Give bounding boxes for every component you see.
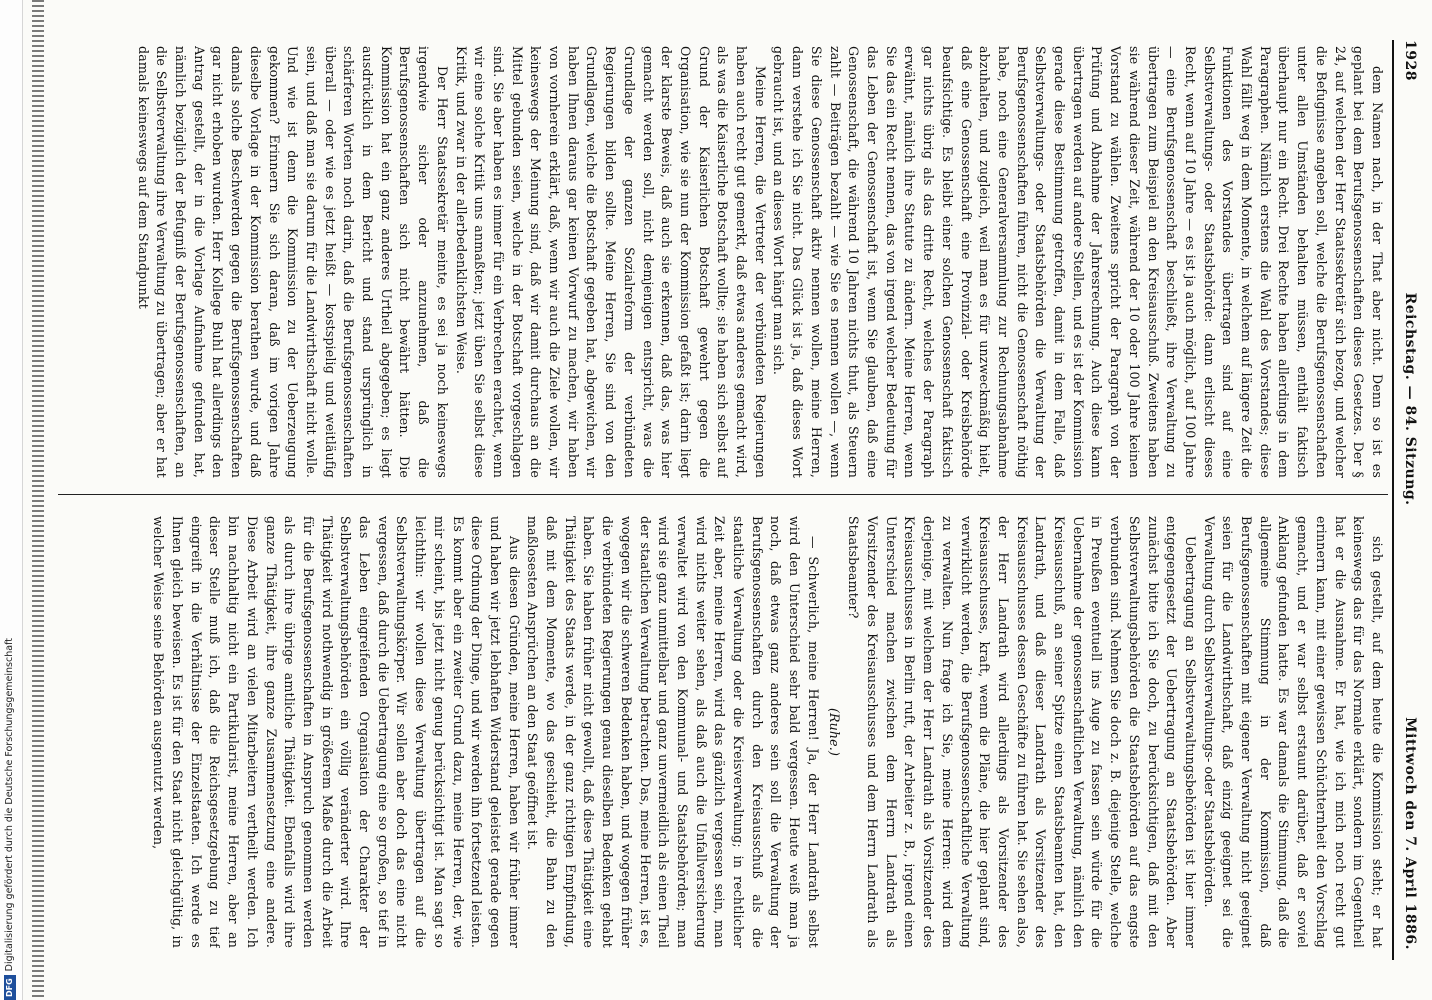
interjection: (Ruhe.) [826, 707, 842, 757]
scan-edge-noise [32, 0, 44, 1000]
right-column [66, 516, 1386, 948]
right-paragraph-3: — Schwerlich, meine Herren! Ja, der Herr Landrath selbst wird den Unterschied sehr bald vergessen. Heute weiß man ja noch, daß etwas ganz anderes sein soll die Verwaltung der Berufsgenossenschaften durch den Kreisausschuß als die staatliche Verwaltung oder die Kreisverwaltung; in rechtlicher Zeit aber, meine Herren, wird das gänzlich vergessen sein, man wird nichts weiter sehen, als daß auch die Unfallversicherung verwaltet wird von den Kommunal- und Staatsbehörden; man wird sie ganz unmittelbar und ganz unvermeidlich als einen Theil der staatlichen Verwaltung betrachten. Das, meine Herren, ist es, wogegen wir die schweren Bedenken haben, und wogegen früher die verbündeten Regierungen genau dieselben Bedenken gehabt haben. Sie haben früher nicht gewollt, daß diese Thätigkeit eine Thätigkeit des Staats werde, in der ganz richtigen Empfindung, daß mit dem Momente, wo das geschieht, die Bahn zu den maßlosesten Ansprüchen an den Staat geöffnet ist. [525, 516, 821, 948]
right-paragraph-2: Uebertragung an Selbstverwaltungsbehörden ist hier immer entgegengesetzt der Uebertragung an Staatsbehörden. Aber zunächst bitte ich Sie doch, zu berücksichtigen, daß mit den Selbstverwaltungsbehörden die Staatsbehörden auf das engste verbunden sind. Nehmen Sie doch z. B. diejenige Stelle, welche in Preußen eventuell ins Auge zu fassen sein würde für die Uebernahme der genossenschaftlichen Verwaltung, nämlich den Kreisausschuß, an seiner Spitze einen Staatsbeamten hat, den Landrath, und daß dieser Landrath als Vorsitzender des Kreisausschusses dessen Geschäfte zu führen hat. Sie sehen also, der Herr Landrath wird allerdings als Vorsitzender des Kreisausschusses, kraft, wenn die Pläne, die hier geplant sind, verwirklicht werden, die Berufsgenossenschaftliche Verwaltung zu verwalten. Nun frage ich Sie, meine Herren: wird dem derjenige, mit welchem der Herr Landrath als Vorsitzender des Kreisausschusses in Berlin ruft, der Arbeiter z. B., irgend einen Unterschied machen zwischen dem Herrn Landrath als Vorsitzender des Kreisausschusses und dem Herrn Landrath als Staatsbeamter? [846, 516, 1198, 948]
right-paragraph-4: Aus diesen Gründen, meine Herren, haben wir früher immer und haben wir jetzt lebhaften Widerstand geleistet gerade gegen diese Ordnung der Dinge, und wir werden ihn fortsetzend leisten. Es kommt aber ein zweiter Grund dazu, meine Herren, der, wie mir scheint, bis jetzt nicht genug berücksichtigt ist. Man sagt so leichthin: wir wollen diese Verwaltung übertragen auf die Selbstverwaltungskörper. Wir sollen aber doch das eine nicht vergessen, daß durch die Uebertragung eine so großen, so tief in das Leben eingreifenden Organisation der Charakter der Selbstverwaltungsbehörden ein völlig veränderter wird. Ihre Thätigkeit wird nothwendig in größerem Maße durch die Arbeit für die Berufsgenossenschaften in Anspruch genommen werden als durch ihre übrige amtliche Thätigkeit. Ebenfalls wird ihre ganze Thätigkeit, ihre ganze Zusammensetzung eine andere. Diese Arbeit wird an vielen Mitarbeitern vertheilt werden. Ich bin nachhaltig nicht ein Partikularist, meine Herren, aber an dieser Stelle muß ich, daß die Reichsgesetzgebung zu tief eingreift in die Verhältnisse der Einzelstaaten. Ich werde es Ihnen gleich beweisen. Es ist für den Staat nicht gleichgültig, in welcher Weise seine Behörden ausgenutzt werden, [151, 516, 522, 948]
digitization-credit [2, 605, 18, 1000]
left-paragraph-3: Der Herr Staatssekretär meinte, es sei ja noch keineswegs irgendwie sicher oder anzunehmen, daß die Berufsgenossenschaften sich nicht bewährt hätten. Die Kommission hat ein ganz anderes Urtheil abgegeben; es liegt ausdrücklich in dem Bericht und stand ursprünglich in schärferen Worten noch darin, daß die Berufsgenossenschaften überall — oder wie es jetzt heißt — kostspielig und weitläufig sein, und daß man sie darum für die Landwirthschaft nicht wolle. Und wie ist denn die Kommission zu der Ueberzeugung gekommen? Erinnern Sie sich daran, daß im vorigen Jahre dieselbe Vorlage in der Kommission berathen wurde, und daß damals solche Beschwerden gegen die Berufsgenossenschaften gar nicht erhoben wurden. Herr Kollege Buhl hat allerdings den Antrag gestellt, der in die Vorlage Aufnahme gefunden hat, nämlich bezüglich der Befugniß der Berufsgenossenschaften, an die Selbstverwaltung ihre Verwaltung zu übertragen; aber er hat damals keineswegs auf dem Standpunkt [135, 46, 450, 478]
session-date: Mittwoch den 7. April 1886. [1402, 717, 1418, 950]
scanned-page [22, 0, 1432, 1000]
left-paragraph-2: Meine Herren, die Vertreter der verbündeten Regierungen haben auch recht gut gemerkt, daß etwas anderes gemacht wird, als was die Kaiserliche Botschaft wollte; sie haben sich selbst auf Grund der Kaiserlichen Botschaft gewehrt gegen die Organisation, wie sie nun der Kommission gefaßt ist; darin liegt der klarste Beweis, daß auch sie erkennen, daß das, was hier gemacht werden soll, nicht demjenigen entspricht, was die Grundlage der ganzen Sozialreform der verbündeten Regierungen bilden sollte. Meine Herren, Sie sind von den Grundlagen, welche die Botschaft gegeben hat, abgewichen, wir haben Ihnen daraus gar keinen Vorwurf zu machen, wir haben von vornherein erklärt, daß, wenn wir auch die Ziele wollen, wir keineswegs der Meinung sind, daß wir damit durchaus an die Mittel gebunden seien, welche in der Botschaft vorgeschlagen sind. Sie aber haben es immer für ein Verbrechen erachtet, wenn wir eine solche Kritik uns anmaßten; jetzt üben Sie selbst diese Kritik, und zwar in der allerbedenklichsten Weise. [453, 46, 768, 478]
left-column [66, 46, 1386, 478]
page-header [1398, 40, 1418, 950]
credit-text: Digitalisierung gefördert durch die Deutsche Forschungsgemeinschaft [4, 638, 15, 972]
header-rule [1392, 40, 1394, 960]
page-number: 1928 [1402, 40, 1418, 81]
right-paragraph-1: sich gestellt, auf dem heute die Kommission steht; er hat keineswegs das für das Normale erklärt, sondern im Gegentheil hat er die Ausnahme. Er hat, wie ich mich noch recht gut erinnern kann, mit einer gewissen Schüchternheit den Vorschlag gemacht, und er war selbst erstaunt darüber, daß er soviel Anklang gefunden hatte. Es war damals die Stimmung, daß die allgemeine Stimmung in der Kommission, daß Berufsgenossenschaften mit eigener Verwaltung nicht geeignet seien für die Landwirthschaft, daß einzig geeignet sei die Verwaltung durch Selbstverwaltungs- oder Staatsbehörden. [1201, 516, 1385, 948]
left-paragraph-1: dem Namen nach, in der That aber nicht. Denn so ist es geplant bei dem Berufsgenossenschaften dieses Gesetzes. Der § 24, auf welchen der Herr Staatssekretär sich bezog, und welcher die Befugnisse angeben soll, welche die Berufsgenossenschaften unter allen Umständen behalten müssen, enthält faktisch überhaupt nur ein Recht. Drei Rechte haben allerdings in dem Paragraphen. Nämlich erstens die Wahl des Vorstandes; diese Wahl fällt weg in dem Momente, in welchem auf längere Zeit die Funktionen des Vorstandes übertragen sind auf eine Selbstverwaltungs- oder Staatsbehörde: dann erlischt dieses Recht, wenn auf 10 Jahre — es ist ja auch möglich, auf 100 Jahre — eine Berufsgenossenschaft beschließt, ihre Verwaltung zu übertragen zum Beispiel an den Kreisausschuß. Zweitens haben sie während dieser Zeit, während der 10 oder 100 Jahre keinen Vorstand zu wählen. Zweitens spricht der Paragraph von der Prüfung und Abnahme der Jahresrechnung. Auch diese kann übertragen werden auf andere Stellen, und es ist der Kommission gerade diese Bestimmung getroffen, damit in dem Falle, daß Selbstverwaltungs- oder Staatsbehörden die Verwaltung der Berufsgenossenschaften führen, nicht die Genossenschaft nöthig habe, noch eine Generalversammlung zur Rechnungsabnahme abzuhalten, und zugleich, weil man es für unzweckmäßig hielt, daß eine Genossenschaft eine Provinzial- oder Kreisbehörde beaufsichtige. Es bleibt einer solchen Genossenschaft faktisch gar nichts übrig als das dritte Recht, welches der Paragraph erwähnt, nämlich ihre Statute zu ändern. Meine Herren, wenn Sie das ein Recht nennen, das von irgend welcher Bedeutung für das Leben der Genossenschaft ist, wenn Sie glauben, daß eine Genossenschaft, die während 10 Jahren nichts thut, als Steuern zahlt — Beiträgen bezahlt — wie Sie es nennen wollen —, wenn Sie diese Genossenschaft aktiv nennen wollen, meine Herren, dann verstehe ich Sie nicht. Das Glück ist ja, daß dieses Wort gebraucht ist, und an dieses Wort hängt man sich. [771, 46, 1385, 478]
dfg-logo-icon: DFG [4, 975, 16, 1000]
rotated-newspaper-page [32, 0, 1432, 1000]
session-title: Reichstag. — 84. Sitzung. [1402, 292, 1418, 506]
credit-strip [0, 0, 23, 1000]
column-divider [58, 494, 1388, 495]
